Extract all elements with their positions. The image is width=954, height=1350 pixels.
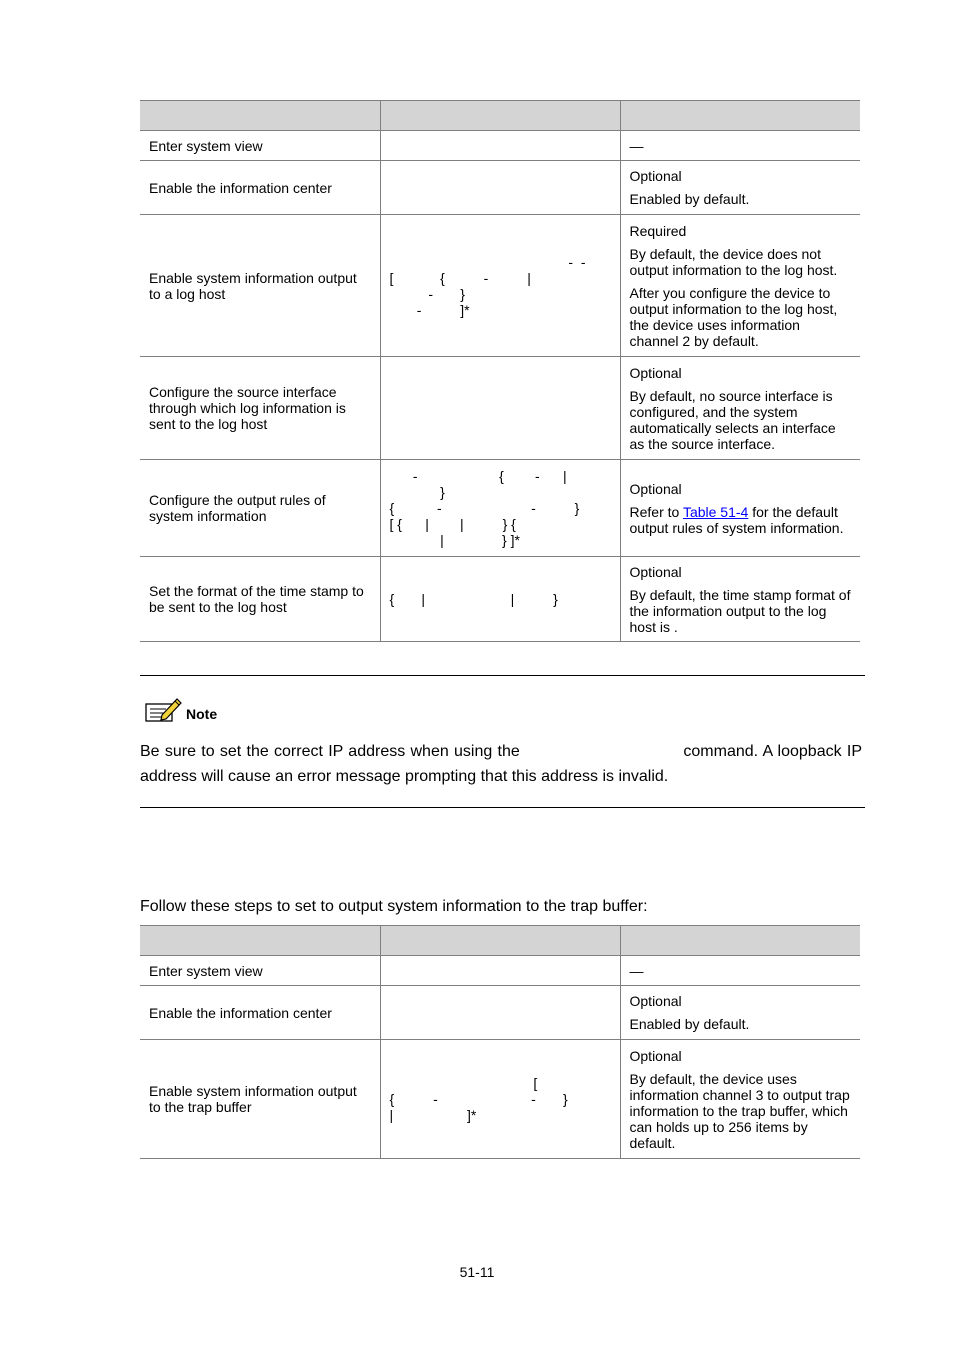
operation-cell: Enable system information output to the trap buffer	[140, 1040, 380, 1159]
remarks-cell: Optional By default, no source interface is configured, and the system automatically selects an interface as the source interface.	[620, 357, 860, 460]
command-cell	[380, 956, 620, 986]
remarks-cell: Optional By default, the device uses information channel 3 to output trap information to the trap buffer, which can holds up to 256 items by default.	[620, 1040, 860, 1159]
table-row	[140, 460, 860, 557]
command-cell	[380, 357, 620, 460]
operation-cell: Set the format of the time stamp to be sent to the log host	[140, 557, 380, 642]
page-number: 51-11	[459, 1264, 495, 1280]
note-header	[144, 696, 217, 724]
command-cell: { | | }	[380, 557, 620, 642]
remarks-cell: Optional Enabled by default.	[620, 161, 860, 215]
operation-cell: Configure the source interface through which log information is sent to the log host	[140, 357, 380, 460]
log-host-config-table	[140, 100, 860, 642]
operation-cell: Enter system view	[140, 131, 380, 161]
table-row	[140, 131, 860, 161]
header-cell	[140, 926, 380, 956]
remarks-cell: —	[620, 131, 860, 161]
operation-cell: Configure the output rules of system information	[140, 460, 380, 557]
note-pencil-icon	[144, 696, 182, 724]
table-row	[140, 215, 860, 357]
trap-buffer-config-table	[140, 925, 860, 1159]
header-cell	[620, 926, 860, 956]
note-text: Be sure to set the correct IP address when using the command. A loopback IP address will cause an error message prompting that this address is invalid.	[140, 743, 867, 785]
remarks-cell: —	[620, 956, 860, 986]
command-cell: [ { - - } | ]*	[380, 1040, 620, 1159]
command-cell: - - [ { - | - } - ]*	[380, 215, 620, 357]
operation-cell: Enable the information center	[140, 161, 380, 215]
command-cell	[380, 131, 620, 161]
remarks-cell: Optional By default, the time stamp format of the information output to the log host is .	[620, 557, 860, 642]
table-row	[140, 557, 860, 642]
header-cell	[380, 926, 620, 956]
command-cell	[380, 986, 620, 1040]
operation-cell: Enable the information center	[140, 986, 380, 1040]
operation-cell: Enter system view	[140, 956, 380, 986]
table-row	[140, 1040, 860, 1159]
intro-paragraph: Follow these steps to set to output system information to the trap buffer:	[140, 898, 648, 915]
table-row	[140, 956, 860, 986]
operation-cell: Enable system information output to a log host	[140, 215, 380, 357]
note-box	[140, 675, 865, 808]
command-cell	[380, 161, 620, 215]
remarks-cell: Optional Enabled by default.	[620, 986, 860, 1040]
table-row	[140, 986, 860, 1040]
table-header-row	[140, 926, 860, 956]
note-label: Note	[186, 706, 218, 722]
table-header-row	[140, 101, 860, 131]
table-row	[140, 161, 860, 215]
table-row	[140, 357, 860, 460]
remarks-cell: Required By default, the device does not output information to the log host. After you configure the device to output information to the log host, the device uses information channel 2 by default.	[620, 215, 860, 357]
table-51-4-link[interactable]: Table 51-4	[682, 503, 749, 520]
header-cell	[140, 101, 380, 131]
remarks-cell: Optional Refer to Table 51-4 for the default output rules of system information.	[620, 460, 860, 557]
header-cell	[620, 101, 860, 131]
command-cell: - { - | } { - - } [ { | | } { | } ]*	[380, 460, 620, 557]
header-cell	[380, 101, 620, 131]
